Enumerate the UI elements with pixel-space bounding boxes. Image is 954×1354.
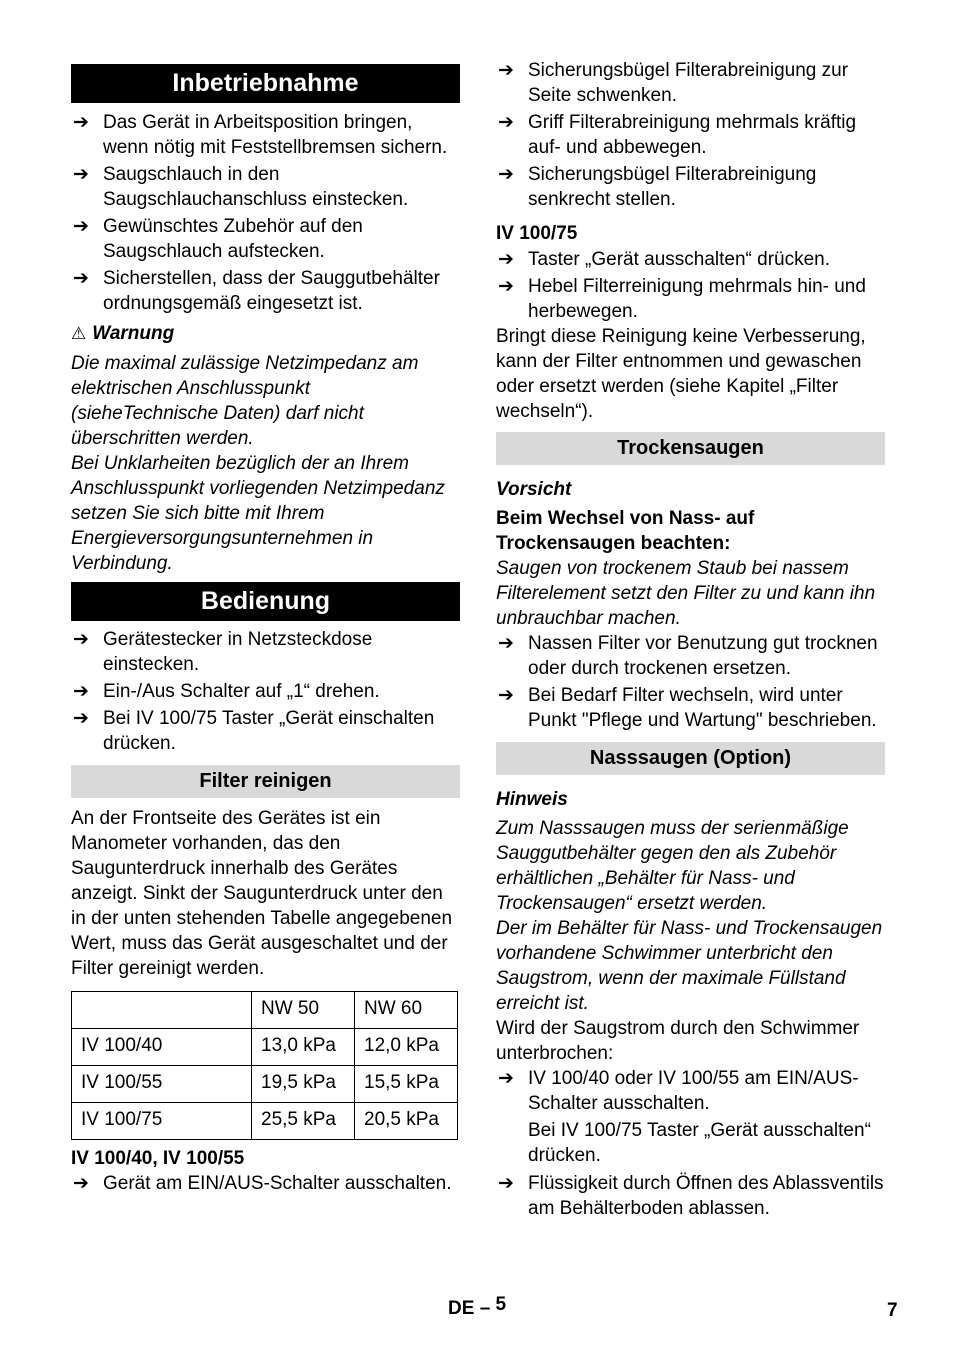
list-item: ➔ Hebel Filterreinigung mehrmals hin- und herbewegen.: [498, 276, 866, 322]
list-item: ➔ Gerätestecker in Netzsteckdose einstecken.: [73, 629, 373, 675]
table-row: [72, 1029, 458, 1066]
table-cell: IV 100/40: [72, 1029, 252, 1066]
table-cell: 20,5 kPa: [355, 1103, 458, 1140]
list-item: ➔ Ein-/Aus Schalter auf „1“ drehen.: [73, 681, 380, 702]
models-heading: IV 100/40, IV 100/55: [71, 1148, 245, 1169]
table-cell: [72, 992, 252, 1029]
arrow-right-icon: ➔: [73, 708, 89, 729]
list-item: ➔ Das Gerät in Arbeitsposition bringen, wenn nötig mit Feststellbremsen sichern.: [73, 112, 448, 158]
table-header-row: [72, 992, 458, 1029]
list-item: ➔ Bei Bedarf Filter wechseln, wird unter Punkt "Pflege und Wartung" beschrieben.: [498, 685, 877, 731]
bedienung-steps: [71, 627, 460, 756]
section-heading-bedienung: Bedienung: [71, 582, 460, 621]
table-cell: 15,5 kPa: [355, 1066, 458, 1103]
subsection-heading-nasssaugen: Nasssaugen (Option): [496, 742, 885, 775]
list-item: ➔ Flüssigkeit durch Öffnen des Ablassventils am Behälterboden ablassen.: [498, 1173, 884, 1219]
arrow-right-icon: ➔: [73, 164, 89, 185]
list-item: ➔ Griff Filterabreinigung mehrmals kräftig auf- und abbewegen.: [498, 112, 857, 158]
table-cell: 13,0 kPa: [252, 1029, 355, 1066]
arrow-right-icon: ➔: [498, 60, 514, 81]
list-item: ➔ Gewünschtes Zubehör auf den Saugschlauch aufstecken.: [73, 216, 363, 262]
caution-text: Saugen von trockenem Staub bei nassem Filterelement setzt den Filter zu und kann ihn unbrauchbar machen.: [496, 558, 876, 629]
arrow-right-icon: ➔: [73, 681, 89, 702]
table-row: [72, 1066, 458, 1103]
caution-bold-text: Beim Wechsel von Nass- auf Trockensaugen beachten:: [496, 508, 755, 554]
list-item: ➔ Gerät am EIN/AUS-Schalter ausschalten.: [73, 1173, 452, 1194]
subsection-heading-filter-reinigen: Filter reinigen: [71, 765, 460, 798]
page-number: 7: [887, 1300, 898, 1321]
inbetriebnahme-steps: [71, 110, 460, 316]
arrow-right-icon: ➔: [498, 1068, 514, 1089]
table-cell: IV 100/55: [72, 1066, 252, 1103]
arrow-right-icon: ➔: [498, 249, 514, 270]
filter-text: An der Frontseite des Gerätes ist ein Manometer vorhanden, das den Saugunterdruck innerhalb des Gerätes anzeigt. Sinkt der Saugunterdruck unter den in der unten stehenden Tabelle angegebenen Wert, muss das Gerät ausgeschaltet und der Filter gereinigt werden.: [71, 808, 453, 979]
caution-label: Vorsicht: [496, 479, 572, 500]
table-cell: 19,5 kPa: [252, 1066, 355, 1103]
arrow-right-icon: ➔: [498, 1173, 514, 1194]
warning-text: Die maximal zulässige Netzimpedanz am elektrischen Anschlusspunkt (sieheTechnische Daten) darf nicht überschritten werden.: [71, 353, 419, 449]
warning-text: Bei Unklarheiten bezüglich der an Ihrem Anschlusspunkt vorliegenden Netzimpedanz setzen Sie sich bitte mit Ihrem Energieversorgungsunternehmen in Verbindung.: [71, 453, 445, 574]
arrow-right-icon: ➔: [73, 629, 89, 650]
arrow-right-icon: ➔: [498, 685, 514, 706]
list-item: ➔ Saugschlauch in den Saugschlauchanschluss einstecken.: [73, 164, 409, 210]
warning-triangle-icon: ⚠: [71, 324, 87, 343]
note-text: Der im Behälter für Nass- und Trockensaugen vorhandene Schwimmer unterbricht den Saugstrom, wenn der maximale Füllstand erreicht ist.: [496, 918, 883, 1014]
vacuum-table: [71, 991, 458, 1140]
iv75-note: Bringt diese Reinigung keine Verbesserung, kann der Filter entnommen und gewaschen oder ersetzt werden (siehe Kapitel „Filter wechseln“).: [496, 326, 866, 422]
arrow-right-icon: ➔: [73, 112, 89, 133]
list-item: ➔ Bei IV 100/75 Taster „Gerät einschalten drücken.: [73, 708, 435, 754]
arrow-right-icon: ➔: [73, 268, 89, 289]
arrow-right-icon: ➔: [498, 164, 514, 185]
table-cell: IV 100/75: [72, 1103, 252, 1140]
right-column: [496, 58, 885, 1221]
table-cell: 25,5 kPa: [252, 1103, 355, 1140]
list-item: ➔ Taster „Gerät ausschalten“ drücken.: [498, 249, 831, 270]
warning-heading: ⚠ Warnung: [71, 323, 175, 344]
iv75-heading: IV 100/75: [496, 223, 578, 244]
filter-steps: [496, 58, 885, 212]
arrow-right-icon: ➔: [498, 633, 514, 654]
footer-section-label: DE – 5: [448, 1294, 507, 1319]
float-text: Wird der Saugstrom durch den Schwimmer unterbrochen:: [496, 1018, 860, 1064]
arrow-right-icon: ➔: [498, 112, 514, 133]
subsection-heading-trockensaugen: Trockensaugen: [496, 432, 885, 465]
table-cell: NW 50: [252, 992, 355, 1029]
note-label: Hinweis: [496, 789, 568, 810]
arrow-right-icon: ➔: [73, 1173, 89, 1194]
arrow-right-icon: ➔: [73, 216, 89, 237]
section-heading-inbetriebnahme: Inbetriebnahme: [71, 64, 460, 103]
arrow-right-icon: ➔: [498, 276, 514, 297]
table-cell: NW 60: [355, 992, 458, 1029]
note-text: Zum Nasssaugen muss der serienmäßige Sauggutbehälter gegen den als Zubehör erhältlichen „Behälter für Nass- und Trockensaugen“ ersetzt werden.: [496, 818, 849, 914]
table-row: [72, 1103, 458, 1140]
list-item: ➔ Nassen Filter vor Benutzung gut trocknen oder durch trockenen ersetzen.: [498, 633, 878, 679]
left-column: [71, 58, 460, 1196]
list-item-subtext: Bei IV 100/75 Taster „Gerät ausschalten“ drücken.: [528, 1120, 871, 1166]
list-item: ➔ Sicherstellen, dass der Sauggutbehälter ordnungsgemäß eingesetzt ist.: [73, 268, 440, 314]
list-item: ➔ IV 100/40 oder IV 100/55 am EIN/AUS-Schalter ausschalten.: [498, 1068, 859, 1114]
list-item: ➔ Sicherungsbügel Filterabreinigung senkrecht stellen.: [498, 164, 817, 210]
list-item: ➔ Sicherungsbügel Filterabreinigung zur Seite schwenken.: [498, 60, 849, 106]
table-cell: 12,0 kPa: [355, 1029, 458, 1066]
